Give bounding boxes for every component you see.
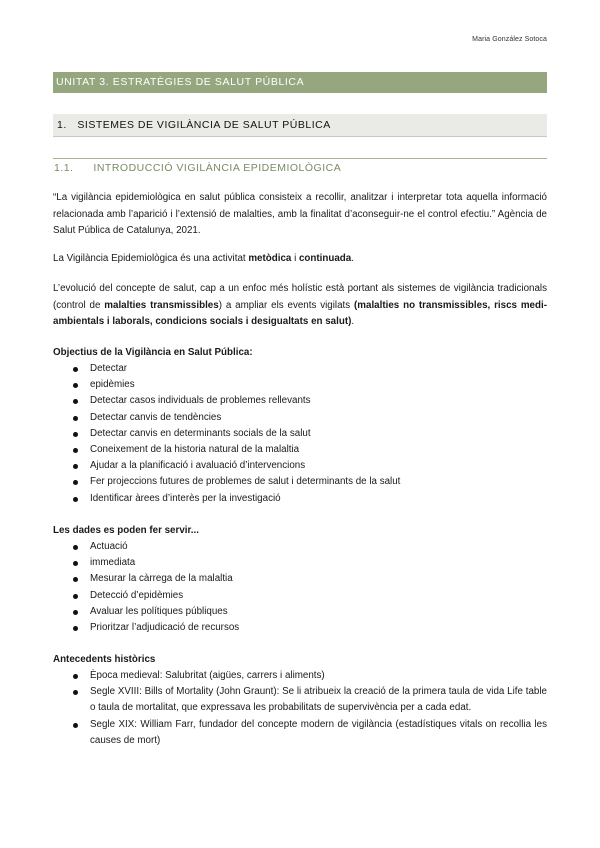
activity-text: La Vigilància Epidemiològica és una activitat xyxy=(53,253,249,264)
list-item: Actuació xyxy=(53,539,547,555)
list-item: Coneixement de la historia natural de la malaltia xyxy=(53,442,547,458)
evolution-paragraph xyxy=(53,281,547,331)
quote-text: “La vigilància epidemiològica en salut pública consisteix a recollir, analitzar i interpretar tota aquella informació relacionada amb l’aparició i l’extensió de malalties, amb la finalitat d’aconseguir-ne el control efectiu.” xyxy=(53,192,547,220)
uses-list xyxy=(53,539,547,636)
list-item: Segle XVIII: Bills of Mortality (John Graunt): Se li atribueix la creació de la primera taula de vida Life table o taula de mortalitat, que expressava les probabilitats de supervivència per a cada edat. xyxy=(53,684,547,716)
list-item: Fer projeccions futures de problemes de salut i determinants de la salut xyxy=(53,474,547,490)
subsection-title: INTRODUCCIÓ VIGILÀNCIA EPIDEMIOLÒGICA xyxy=(93,162,342,174)
list-item: Segle XIX: William Farr, fundador del concepte modern de vigilància (estadístiques vitals on recollia les causes de mort) xyxy=(53,717,547,749)
list-item: Prioritzar l’adjudicació de recursos xyxy=(53,620,547,636)
subsection-number: 1.1. xyxy=(54,162,74,174)
activity-bold-continuous: continuada xyxy=(298,253,352,264)
quote-paragraph xyxy=(53,190,547,240)
evolution-bold-2: (malalties no transmissibles, riscs medi-ambientals i laborals, condicions socials i desigualtats en salut) xyxy=(53,299,547,327)
activity-bold-methodical: metòdica xyxy=(248,253,292,264)
unit-title-bar xyxy=(53,72,547,93)
subsection-heading xyxy=(53,158,547,176)
section-number: 1. xyxy=(57,119,67,131)
author-name: Maria González Sotoca xyxy=(472,36,547,43)
list-item: Detectar canvis de tendències xyxy=(53,410,547,426)
list-item: Època medieval: Salubritat (aigües, carrers i aliments) xyxy=(53,668,547,684)
evolution-bold-1: malalties transmissibles xyxy=(104,299,219,311)
objectives-list xyxy=(53,361,547,507)
list-item: Identificar àrees d’interès per la investigació xyxy=(53,491,547,507)
activity-paragraph xyxy=(53,251,547,268)
list-item: Detectar xyxy=(53,361,547,377)
uses-title: Les dades es poden fer servir... xyxy=(53,525,199,536)
quote-source: Agència de Salut Pública de Catalunya, 2021. xyxy=(53,208,547,236)
history-title: Antecedents històrics xyxy=(53,654,156,665)
evolution-text-1: L’evolució del concepte de salut, cap a un enfoc més holístic està portant als sistemes de vigilància tradicionals (control de xyxy=(53,283,547,311)
section-title: SISTEMES DE VIGILÀNCIA DE SALUT PÚBLICA xyxy=(77,119,331,131)
list-item: epidèmies xyxy=(53,377,547,393)
activity-text-end: . xyxy=(351,253,354,264)
list-item: Mesurar la càrrega de la malaltia xyxy=(53,571,547,587)
list-item: Detectar canvis en determinants socials de la salut xyxy=(53,426,547,442)
section-heading xyxy=(53,114,547,137)
unit-title: UNITAT 3. ESTRATÈGIES DE SALUT PÚBLICA xyxy=(56,76,305,88)
list-item: Avaluar les polítiques públiques xyxy=(53,604,547,620)
list-item: Ajudar a la planificació i avaluació d’intervencions xyxy=(53,458,547,474)
list-item: immediata xyxy=(53,555,547,571)
activity-text-joiner: i xyxy=(291,253,299,264)
evolution-text-2: ) a ampliar els events vigilats xyxy=(218,299,355,311)
objectives-title: Objectius de la Vigilància en Salut Pública: xyxy=(53,347,253,358)
list-item: Detectar casos individuals de problemes rellevants xyxy=(53,393,547,409)
evolution-text-3: . xyxy=(351,316,355,327)
history-list xyxy=(53,668,547,749)
list-item: Detecció d’epidèmies xyxy=(53,588,547,604)
